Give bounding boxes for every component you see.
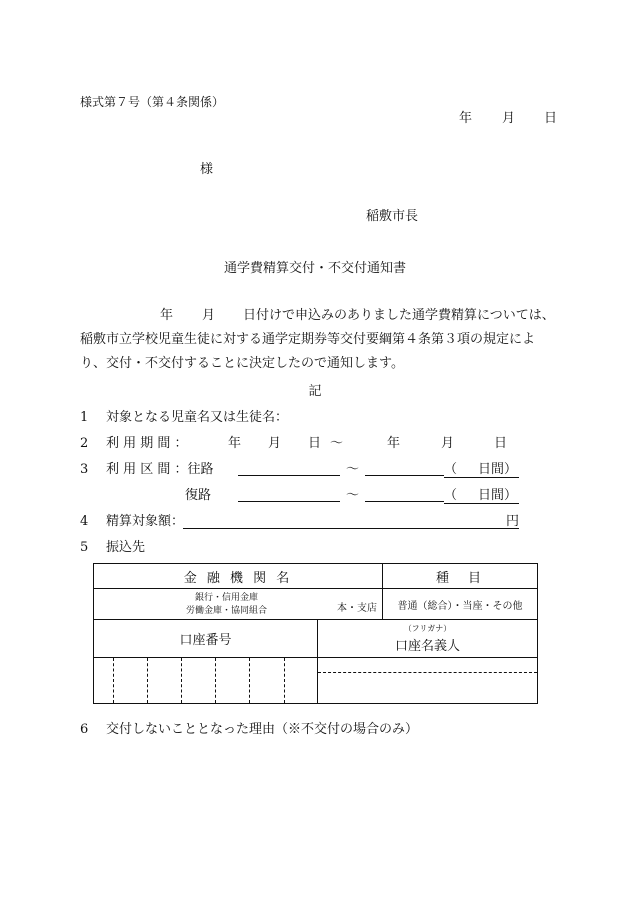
period-end-month: 月 bbox=[441, 436, 455, 451]
body-line2: 稲敷市立学校児童生徒に対する通学定期券等交付要綱第４条第３項の規定によ bbox=[80, 332, 536, 347]
digit-separator bbox=[215, 658, 216, 703]
body-month: 月 bbox=[202, 308, 216, 323]
amount-unit: 円 bbox=[506, 514, 520, 529]
issue-date-month: 月 bbox=[502, 111, 516, 126]
issue-date-year: 年 bbox=[459, 111, 473, 126]
institution-cell bbox=[94, 589, 383, 620]
item-6-number: 6 bbox=[80, 722, 89, 737]
item-6-label: 交付しないこととなった理由（※不交付の場合のみ） bbox=[106, 722, 419, 737]
return-days-line bbox=[444, 503, 519, 504]
period-start-year: 年 bbox=[228, 436, 242, 451]
item-2-number: 2 bbox=[80, 436, 89, 451]
furigana-label: （フリガナ） bbox=[403, 624, 452, 633]
outbound-to-line bbox=[365, 475, 444, 476]
item-4-label: 精算対象額： bbox=[106, 514, 185, 529]
item-5-number: 5 bbox=[80, 540, 89, 555]
bank-account-table bbox=[93, 563, 538, 704]
ki-heading: 記 bbox=[308, 384, 322, 399]
type-header: 種 目 bbox=[383, 564, 538, 589]
period-tilde: ～ bbox=[330, 436, 344, 451]
account-holder-field bbox=[318, 658, 538, 704]
item-1-label: 対象となる児童名又は生徒名： bbox=[106, 410, 289, 425]
bank-types-line1: 銀行・信用金庫 bbox=[195, 593, 259, 603]
return-paren: （ bbox=[444, 488, 458, 503]
furigana-separator bbox=[318, 672, 537, 673]
return-days: 日間） bbox=[478, 488, 518, 503]
body-line3: り、交付・不交付することに決定したので通知します。 bbox=[80, 356, 404, 371]
item-2-label: 利 用 期 間 ： bbox=[106, 436, 188, 451]
branch-label: 本・支店 bbox=[337, 603, 377, 614]
document-title: 通学費精算交付・不交付通知書 bbox=[223, 261, 406, 276]
period-start-month: 月 bbox=[268, 436, 282, 451]
return-to-line bbox=[365, 501, 444, 502]
digit-separator bbox=[249, 658, 250, 703]
item-3-number: 3 bbox=[80, 462, 89, 477]
account-holder-label: 口座名義人 bbox=[394, 639, 460, 654]
return-tilde: ～ bbox=[346, 488, 360, 503]
outbound-from-line bbox=[238, 475, 340, 476]
account-type-options: 普通（総合）・当座・その他 bbox=[383, 589, 538, 620]
outbound-tilde: ～ bbox=[346, 462, 360, 477]
addressee-suffix: 様 bbox=[200, 162, 214, 177]
item-4-number: 4 bbox=[80, 514, 89, 529]
return-label: 復路 bbox=[185, 488, 212, 503]
item-3-label: 利 用 区 間 ：往路 bbox=[106, 462, 214, 477]
account-number-header: 口座番号 bbox=[94, 620, 318, 658]
outbound-days-line bbox=[444, 477, 519, 478]
return-from-line bbox=[238, 501, 340, 502]
outbound-paren: （ bbox=[444, 462, 458, 477]
digit-separator bbox=[113, 658, 114, 703]
account-number-boxes bbox=[94, 658, 318, 704]
item-5-label: 振込先 bbox=[106, 540, 146, 555]
period-end-year: 年 bbox=[387, 436, 401, 451]
digit-separator bbox=[147, 658, 148, 703]
digit-separator bbox=[181, 658, 182, 703]
period-end-day: 日 bbox=[494, 436, 508, 451]
account-holder-header bbox=[318, 620, 538, 658]
amount-line bbox=[183, 528, 519, 529]
period-start-day: 日 bbox=[308, 436, 322, 451]
issue-date-day: 日 bbox=[544, 111, 558, 126]
outbound-days: 日間） bbox=[478, 462, 518, 477]
institution-header: 金 融 機 関 名 bbox=[94, 564, 383, 589]
bank-type-options bbox=[186, 592, 267, 618]
body-line1-rest: 日付けで申込みのありました通学費精算については、 bbox=[243, 308, 555, 323]
sender-name: 稲敷市長 bbox=[366, 209, 419, 224]
item-1-number: 1 bbox=[80, 410, 89, 425]
form-number: 様式第７号（第４条関係） bbox=[80, 95, 225, 109]
body-year: 年 bbox=[160, 308, 174, 323]
digit-separator bbox=[284, 658, 285, 703]
bank-types-line2: 労働金庫・協同組合 bbox=[186, 606, 268, 616]
